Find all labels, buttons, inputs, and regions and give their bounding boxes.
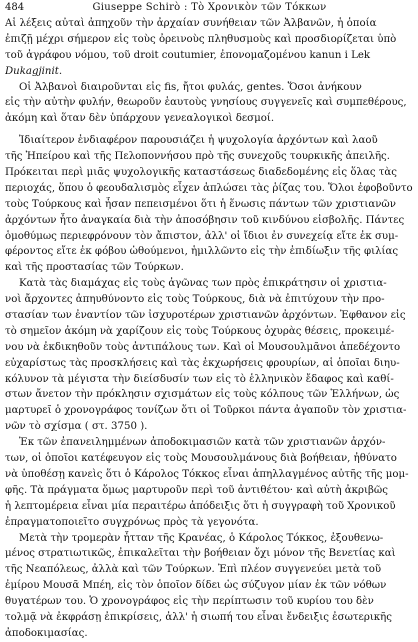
text-line: στων ἄνετον τὴν πρόκλησιν σχισμάτων εἰς τοὺς κόλπους τῶν Ἑλλήνων, ὡς xyxy=(5,389,400,401)
text-line: ὁμοθύμως περιεφρόνουν τὸν ἄπιστον, ἀλλ' οἱ ἴδιοι ἐν συνεχείᾳ εἴτε ἐκ συμ- xyxy=(5,230,399,242)
text-line: των, οἱ ὁποῖοι κατέφευγον εἰς τοὺς Μουσουλμάνους διὰ βοήθειαν, ἠθύνατο xyxy=(5,453,397,465)
text-line: ἐπιζῇ μέχρι σήμερον εἰς τοὺς ὀρεινοὺς πληθυσμοὺς καὶ προσδιορίζεται ὑπὸ xyxy=(5,33,397,45)
text-line: Πρόκειται περὶ μιᾶς ψυχολογικῆς καταστάσεως διαδεδομένης εἰς ὅλας τὰς xyxy=(5,167,397,179)
text-line: ἐμίρου Μουσᾶ Μπέη, εἰς τὸν ὁποῖον δίδει ὡς σύζυγον μίαν ἐκ τῶν νόθων xyxy=(5,580,387,592)
text-line: τῆς Νεαπόλεως, ἀλλὰ καὶ τῶν Τούρκων. Ἐπὶ πλέον συγγενεύει μετὰ τοῦ xyxy=(5,564,382,576)
text-line: Κατὰ τὰς διαμάχας εἰς τοὺς ἀγῶνας των πρὸς ἐπικράτησιν οἱ χριστια- xyxy=(19,278,387,290)
text-line: εὐχαρίστως τὰς προσκλήσεις καὶ τὰς ἐκχωρήσεις φρουρίων, αἱ ὁποῖαι διηυ- xyxy=(5,357,400,369)
text-line: νῶν τὸ σχίσμα ( στ. 3750 ). xyxy=(5,421,148,433)
text-line: ἡ λεπτομέρεια εἶναι μία περαιτέρω ἀπόδειξις ὅτι ἡ συγγραφὴ τοῦ Χρονικοῦ xyxy=(5,500,396,512)
text-line: τῆς Ἠπείρου καὶ τῆς Πελοποννήσου πρὸ τῆς συνεχοῦς τουρκικῆς ἀπειλῆς. xyxy=(5,151,391,163)
text-line: Dukagjinit. xyxy=(5,65,63,77)
text-line: θυγατέρων του. Ὁ χρονογράφος εἰς τὴν περίπτωσιν τοῦ κυρίου του δὲν xyxy=(5,596,374,608)
text-line: κόλυνον τὰ μέγιστα τὴν διείσδυσίν των εἰς τὸ ἑλληνικὸν ἔδαφος καὶ καθί- xyxy=(5,373,394,385)
text-line: νοὶ ἄρχοντες ἀπηυθύνοντο εἰς τοὺς Τούρκους, διὰ νὰ ἐπιτύχουν τὴν προ- xyxy=(5,294,385,306)
text-line: ἀρχόντων ἦτο ἀναγκαία διὰ τὴν ἀποσόβησιν τοῦ κινδύνου εἰσβολῆς. Πάντες xyxy=(5,214,405,226)
text-line: φῆς. Τὰ πράγματα ὅμως μαρτυροῦν περὶ τοῦ ἀντιθέτου· καὶ αὐτὴ ἀκριβῶς xyxy=(5,484,388,496)
text-line: φέροντος εἴτε ἐκ φόβου ὡθούμενοι, ἡμιλλῶντο εἰς τὴν ἐπιδίωξιν τῆς φιλίας xyxy=(5,246,399,258)
text-line: περιοχάς, ὅπου ὁ φεουδαλισμὸς εἶχεν ἁπλώσει τὰς ῥίζας του. Ὅλοι ἐφοβοῦντο xyxy=(5,182,413,194)
text-line: καὶ τῆς προστασίας τῶν Τούρκων. xyxy=(5,262,184,274)
running-title: Giuseppe Schirò : Τὸ Χρονικὸν τῶν Τόκκων xyxy=(92,2,327,13)
text-line: τοὺς Τούρκους καὶ ἦσαν πεπεισμένοι ὅτι ἡ ἕνωσις πάντων τῶν χριστιανῶν xyxy=(5,198,396,210)
text-line: Οἱ Ἀλβανοὶ διαιροῦνται εἰς fis, ἤτοι φυλάς, gentes. Ὅσοι ἀνήκουν xyxy=(19,81,362,93)
text-line: νου νὰ ἐκδικηθοῦν τοὺς ἀντιπάλους των. Καὶ οἱ Μουσουλμᾶνοι ἀπεδέχοντο xyxy=(5,341,401,353)
text-line: τὸ σημεῖον ἀκόμη νὰ χαρίζουν εἰς τοὺς Τούρκους ὀχυρὰς θέσεις, προκειμέ- xyxy=(5,325,395,337)
text-line: ἐπραγματοποιεῖτο συγχρόνως πρὸς τὰ γεγονότα. xyxy=(5,516,259,528)
text-line: τολμᾷ νὰ ἐκφράσῃ ἐπικρίσεις, ἀλλ' ἡ σιωπή του εἶναι ἔνδειξις ἐσωτερικῆς xyxy=(5,611,392,623)
text-line: ἀποδοκιμασίας. xyxy=(5,627,88,639)
text-line: εἰς τὴν αὐτὴν φυλήν, θεωροῦν ἑαυτοὺς γνησίους συγγενεῖς καὶ συμπεθέρους, xyxy=(5,97,407,109)
running-head xyxy=(5,0,414,16)
text-line: μαρτυρεῖ ὁ χρονογράφος τονίζων ὅτι οἱ Τοῦρκοι πάντα ἀγαποῦν τὸν χριστια- xyxy=(5,405,407,417)
text-line: τοῦ ἀγράφου νόμου, τοῦ droit coutumier, ἐπονομαζομένου kanun i Lek xyxy=(5,49,371,61)
text-line: μένος στρατιωτικῶς, ἐπικαλεῖται τὴν βοήθειαν ὄχι μόνον τῆς Βενετίας καὶ xyxy=(5,548,396,560)
text-line: Αἱ λέξεις αὐταὶ ἀπηχοῦν τὴν ἀρχαίαν συνήθειαν τῶν Ἀλβανῶν, ἡ ὁποία xyxy=(5,18,377,29)
text-line: ἀκόμη καὶ ὅταν δὲν ὑπάρχουν γενεαλογικοὶ δεσμοί. xyxy=(5,113,275,125)
text-line: νὰ ὑποθέσῃ κανεὶς ὅτι ὁ Κάρολος Τόκκος εἶναι ἀπηλλαγμένος αὐτῆς τῆς μομ- xyxy=(5,468,409,480)
text-line: στασίαν των ἐναντίον τῶν ἰσχυροτέρων χριστιανῶν ἀρχόντων. Ἐφθανον εἰς xyxy=(5,310,406,322)
text-line: Ἰδιαίτερον ἐνδιαφέρον παρουσιάζει ἡ ψυχολογία ἀρχόντων καὶ λαοῦ xyxy=(19,135,378,147)
page-number: 484 xyxy=(5,2,25,13)
text-line: Ἐκ τῶν ἐπανειλημμένων ἀποδοκιμασιῶν κατὰ τῶν χριστιανῶν ἀρχόν- xyxy=(19,437,386,449)
text-line: Μετὰ τὴν τρομερὰν ἧτταν τῆς Κρανέας, ὁ Κάρολος Τόκκος, ἐξουθενω- xyxy=(19,532,384,544)
body-text xyxy=(5,16,414,642)
